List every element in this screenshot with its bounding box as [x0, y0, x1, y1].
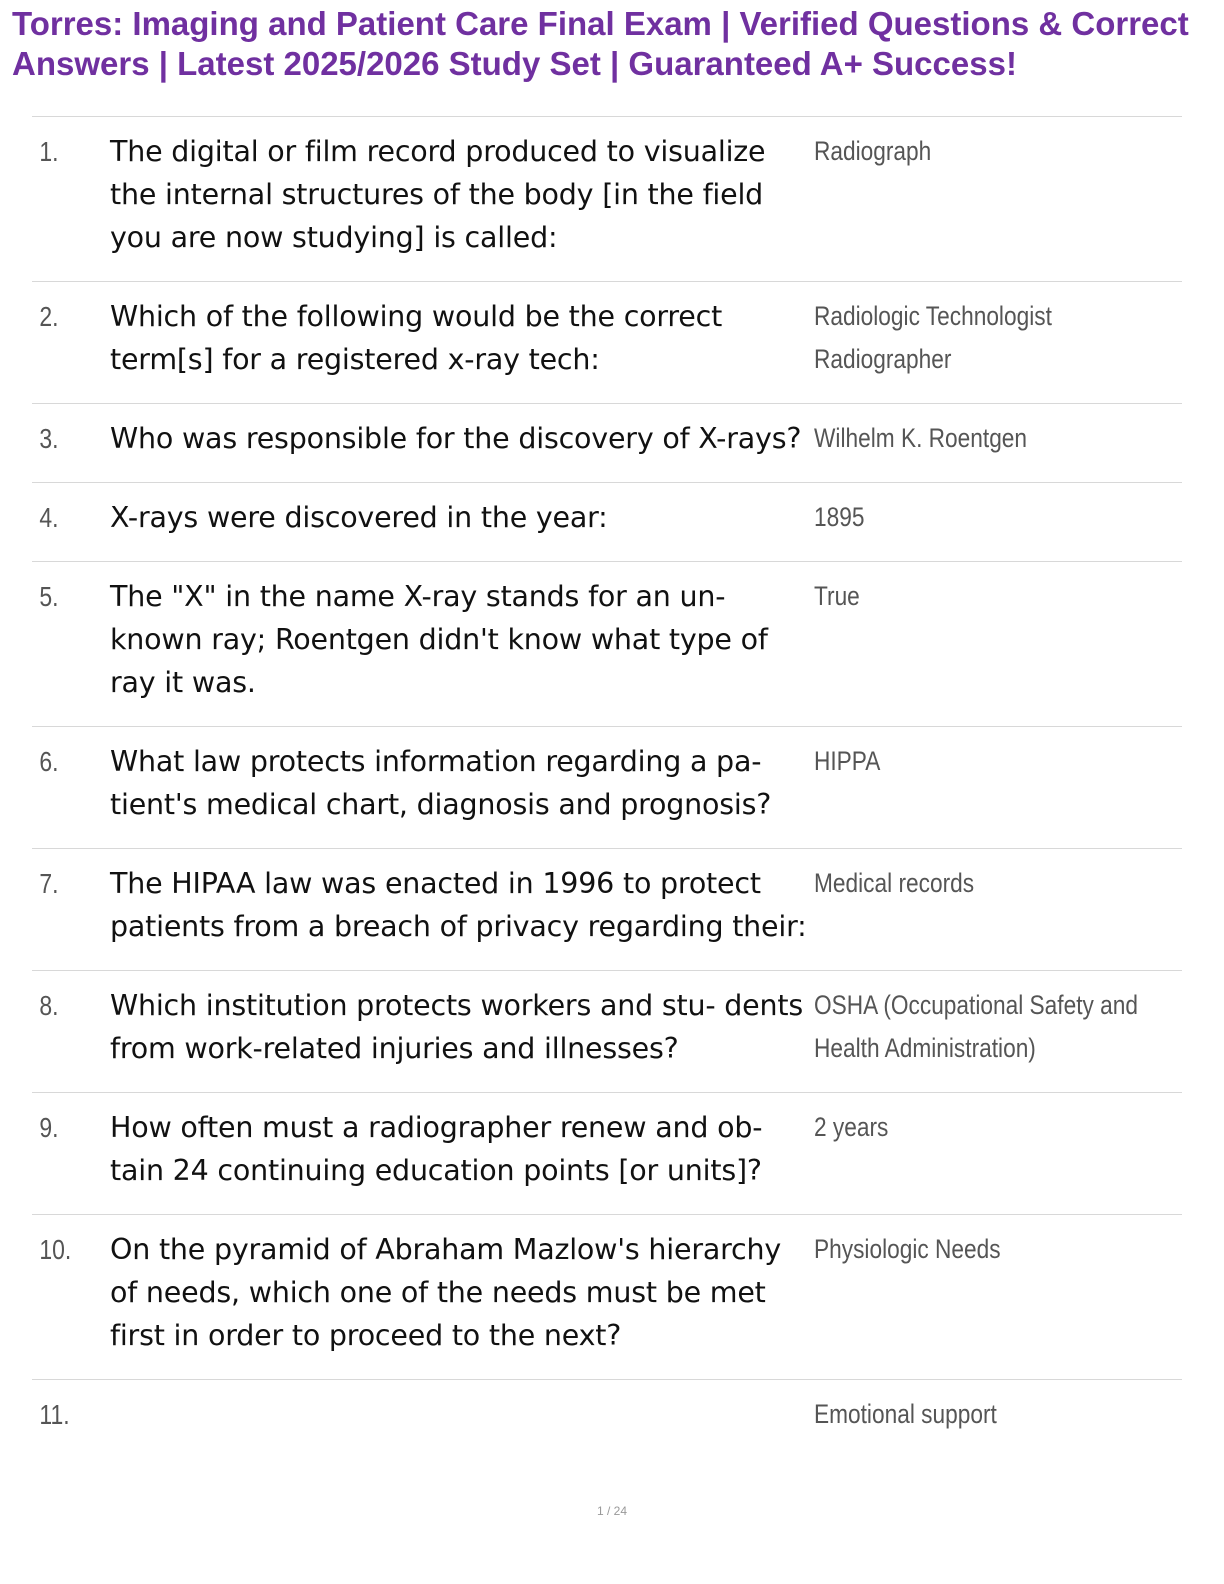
question-number: 3.	[39, 423, 59, 454]
qa-row	[32, 1380, 1182, 1458]
answer-line: Physiologic Needs	[814, 1234, 1001, 1264]
answer-text	[810, 295, 1182, 381]
answer-text	[810, 130, 1182, 173]
answer-text	[810, 862, 1182, 905]
qa-row	[32, 483, 1182, 562]
question-number: 4.	[39, 502, 59, 533]
answer-line: 2 years	[814, 1112, 889, 1142]
answer-line: HIPPA	[814, 746, 881, 776]
answer-text	[810, 1106, 1182, 1149]
question-number: 9.	[39, 1112, 59, 1143]
question-number: 6.	[39, 746, 59, 777]
answer-line: Radiographer	[814, 344, 952, 374]
question-text: Which of the following would be the correct term[s] for a registered x-ray tech:	[110, 300, 723, 376]
answer-line: Emotional support	[814, 1399, 997, 1429]
question-text: On the pyramid of Abraham Mazlow's hierarchy of needs, which one of the needs must be met first in order to proceed to the next?	[110, 1233, 782, 1352]
question-text: What law protects information regarding a pa- tient's medical chart, diagnosis and prognosis?	[110, 745, 772, 821]
question-list	[32, 116, 1182, 1458]
answer-text	[810, 1393, 1182, 1436]
answer-text	[810, 417, 1182, 460]
answer-text	[810, 496, 1182, 539]
page-number: 1 / 24	[596, 1504, 628, 1518]
question-text: Who was responsible for the discovery of X-rays?	[110, 422, 802, 455]
qa-row	[32, 727, 1182, 849]
question-number: 7.	[39, 868, 59, 899]
answer-line: 1895	[814, 502, 865, 532]
question-number: 1.	[39, 136, 59, 167]
question-number: 10.	[39, 1234, 72, 1265]
qa-row	[32, 404, 1182, 483]
qa-row	[32, 971, 1182, 1093]
question-number: 2.	[39, 301, 59, 332]
question-text: The digital or film record produced to visualize the internal structures of the body [in the field you are now studying] is called:	[110, 135, 766, 254]
question-text: The HIPAA law was enacted in 1996 to protect patients from a breach of privacy regarding their:	[110, 867, 807, 943]
answer-text	[810, 575, 1182, 618]
answer-line: Radiologic Technologist	[814, 301, 1052, 331]
answer-line: OSHA (Occupational Safety and	[814, 990, 1139, 1020]
answer-line: Medical records	[814, 868, 975, 898]
answer-line: Wilhelm K. Roentgen	[814, 423, 1028, 453]
qa-row	[32, 562, 1182, 727]
question-number: 11.	[39, 1399, 70, 1430]
qa-row	[32, 282, 1182, 404]
answer-text	[810, 1228, 1182, 1271]
qa-row	[32, 849, 1182, 971]
answer-text	[810, 984, 1200, 1070]
answer-line: Health Administration)	[814, 1033, 1036, 1063]
qa-row	[32, 117, 1182, 282]
question-text: How often must a radiographer renew and ob- tain 24 continuing education points [or units]?	[110, 1111, 763, 1187]
answer-line: Radiograph	[814, 136, 932, 166]
question-number: 8.	[39, 990, 59, 1021]
qa-row	[32, 1215, 1182, 1380]
answer-text	[810, 740, 1182, 783]
document-title: Torres: Imaging and Patient Care Final Exam | Verified Questions & Correct Answers | Latest 2025/2026 Study Set | Guaranteed A+ Success!	[12, 5, 1189, 82]
question-text: X-rays were discovered in the year:	[110, 501, 608, 534]
qa-row	[32, 1093, 1182, 1215]
question-text: The "X" in the name X-ray stands for an un- known ray; Roentgen didn't know what type of ray it was.	[110, 580, 768, 699]
question-number: 5.	[39, 581, 59, 612]
question-text: Which institution protects workers and stu- dents from work-related injuries and illnesses?	[110, 989, 803, 1065]
answer-line: True	[814, 581, 860, 611]
